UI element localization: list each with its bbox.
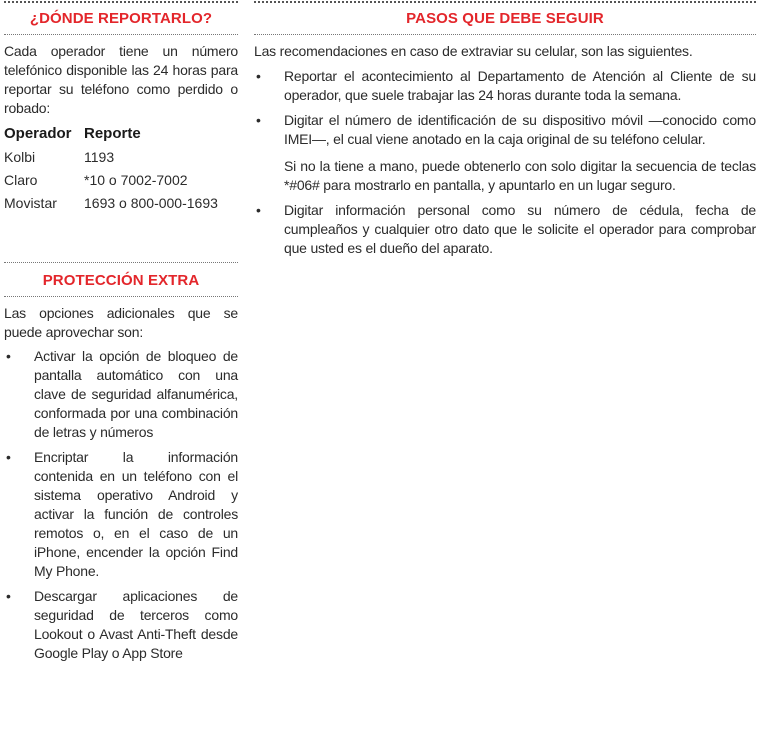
extra-intro: Las opciones adicionales que se puede aprovechar son: xyxy=(4,305,238,340)
right-column xyxy=(254,0,756,258)
steps-intro: Las recomendaciones en caso de extraviar su celular, son las siguientes. xyxy=(254,43,693,59)
table-row xyxy=(4,195,238,218)
table-header-reporte: Reporte xyxy=(84,125,141,142)
table-cell: 1693 o 800-000-1693 xyxy=(84,195,218,211)
extra-heading: PROTECCIÓN EXTRA xyxy=(42,272,200,289)
table-header-row xyxy=(4,125,238,149)
bullet-icon: • xyxy=(6,348,11,364)
divider xyxy=(254,34,756,35)
steps-list-continued xyxy=(254,201,756,258)
list-item: • Activar la opción de bloqueo de pantalla automático con una clave de seguridad alfanumérica, conformada por una combinación de letras y números xyxy=(6,348,238,440)
table-header-operador: Operador xyxy=(4,125,72,142)
bullet-icon: • xyxy=(256,202,261,218)
left-column xyxy=(4,0,238,663)
step-2-note: Si no la tiene a mano, puede obtenerlo con solo digitar la secuencia de teclas *#06# para mostrarlo en pantalla, y apuntarlo en un lugar seguro. xyxy=(284,158,756,193)
divider xyxy=(254,1,756,3)
table-row xyxy=(4,149,238,172)
table-cell: Kolbi xyxy=(4,149,36,165)
bullet-icon: • xyxy=(6,449,11,465)
bullet-icon: • xyxy=(256,112,261,128)
bullet-icon: • xyxy=(256,68,261,84)
extra-list xyxy=(4,347,238,663)
list-item: • Encriptar la información contenida en un teléfono con el sistema operativo Android y activar la función de controles remotos o, en el caso de un iPhone, encender la opción Find My Phone. xyxy=(6,449,238,579)
table-row xyxy=(4,172,238,195)
divider xyxy=(4,296,238,297)
list-item: • Digitar el número de identificación de su dispositivo móvil —conocido como IMEI—, el cual viene anotado en la caja original de su teléfono celular. xyxy=(256,112,756,147)
list-item: • Digitar información personal como su número de cédula, fecha de cumpleaños y cualquier otro dato que le solicite el operador para comprobar que usted es el dueño del aparato. xyxy=(256,202,756,256)
divider xyxy=(4,34,238,35)
divider xyxy=(4,262,238,263)
list-item: • Descargar aplicaciones de seguridad de terceros como Lookout o Avast Anti-Theft desde Google Play o App Store xyxy=(6,588,238,661)
report-heading: ¿DÓNDE REPORTARLO? xyxy=(29,10,213,27)
divider xyxy=(4,1,238,3)
steps-list xyxy=(254,67,756,149)
table-cell: *10 o 7002-7002 xyxy=(84,172,188,188)
table-cell: Claro xyxy=(4,172,38,188)
bullet-icon: • xyxy=(6,588,11,604)
list-item: • Reportar el acontecimiento al Departamento de Atención al Cliente de su operador, que suele trabajar las 24 horas durante toda la semana. xyxy=(256,68,756,103)
steps-heading: PASOS QUE DEBE SEGUIR xyxy=(406,10,604,27)
report-intro: Cada operador tiene un número telefónico disponible las 24 horas para reportar su teléfono como perdido o robado: xyxy=(4,43,238,116)
table-cell: Movistar xyxy=(4,195,57,211)
table-cell: 1193 xyxy=(84,149,115,165)
operator-table xyxy=(4,125,238,218)
